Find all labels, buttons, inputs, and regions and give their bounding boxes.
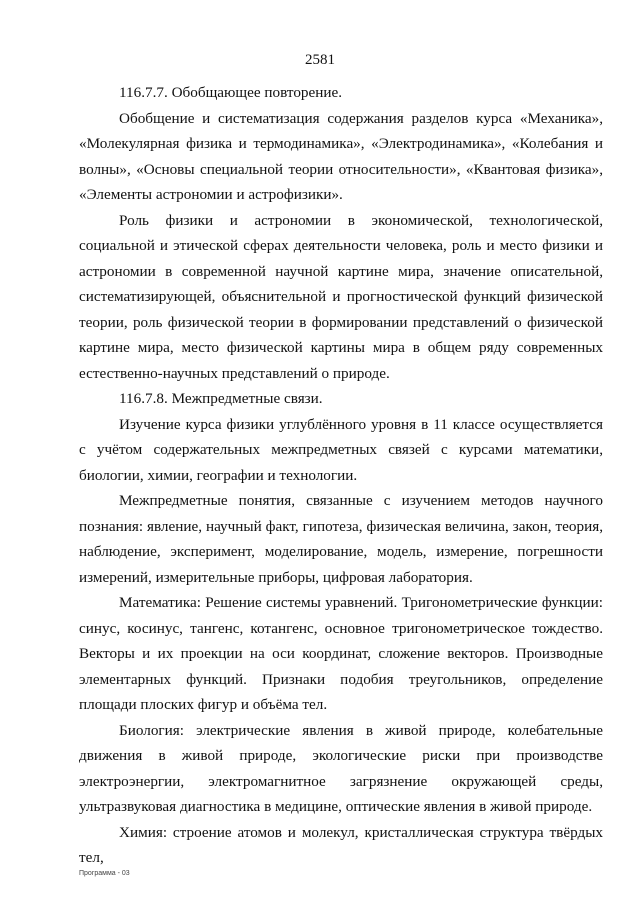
paragraph-mathematics: Математика: Решение системы уравнений. Тригонометрические функции: синус, косинус, тангенс, котангенс, основное тригонометрическое тождество. Векторы и их проекции на оси координат, сложение векторов. Производные элементарных функций. Признаки подобия треугольников, определение площади плоских фигур и объёма тел. xyxy=(79,594,603,713)
paragraph-role-of-physics: Роль физики и астрономии в экономической, технологической, социальной и этической сферах деятельности человека, роль и место физики и астрономии в современной научной картине мира, значение описательной, систематизирующей, объяснительной и прогностической функций физической теории, роль физической теории в формировании представлений о физической картине мира, место физической картины мира в общем ряду современных естественно-научных представлений о природе. xyxy=(79,211,603,382)
paragraph-interdisciplinary-concepts: Межпредметные понятия, связанные с изучением методов научного познания: явление, научный факт, гипотеза, физическая величина, закон, теория, наблюдение, эксперимент, моделирование, модель, измерение, погрешности измерений, измерительные приборы, цифровая лаборатория. xyxy=(79,492,603,586)
paragraph-chemistry: Химия: строение атомов и молекул, кристаллическая структура твёрдых тел, xyxy=(79,823,603,866)
footer-note: Программа - 03 xyxy=(79,870,130,877)
paragraph-biology: Биология: электрические явления в живой природе, колебательные движения в живой природе, экологические риски при производстве электроэнергии, электромагнитное загрязнение окружающей среды, ультразвуковая диагностика в медицине, оптические явления в живой природе. xyxy=(79,721,603,815)
page-number: 2581 xyxy=(305,52,335,68)
section-heading-7-7: 116.7.7. Обобщающее повторение. xyxy=(119,84,343,101)
paragraph-course-study: Изучение курса физики углублённого уровня в 11 классе осуществляется с учётом содержательных межпредметных связей с курсами математики, биологии, химии, географии и технологии. xyxy=(79,415,603,484)
document-body xyxy=(79,80,603,871)
paragraph-generalization: Обобщение и систематизация содержания разделов курса «Механика», «Молекулярная физика и термодинамика», «Электродинамика», «Колебания и волны», «Основы специальной теории относительности», «Квантовая физика», «Элементы астрономии и астрофизики». xyxy=(79,109,603,203)
section-heading-7-8: 116.7.8. Межпредметные связи. xyxy=(119,390,323,407)
